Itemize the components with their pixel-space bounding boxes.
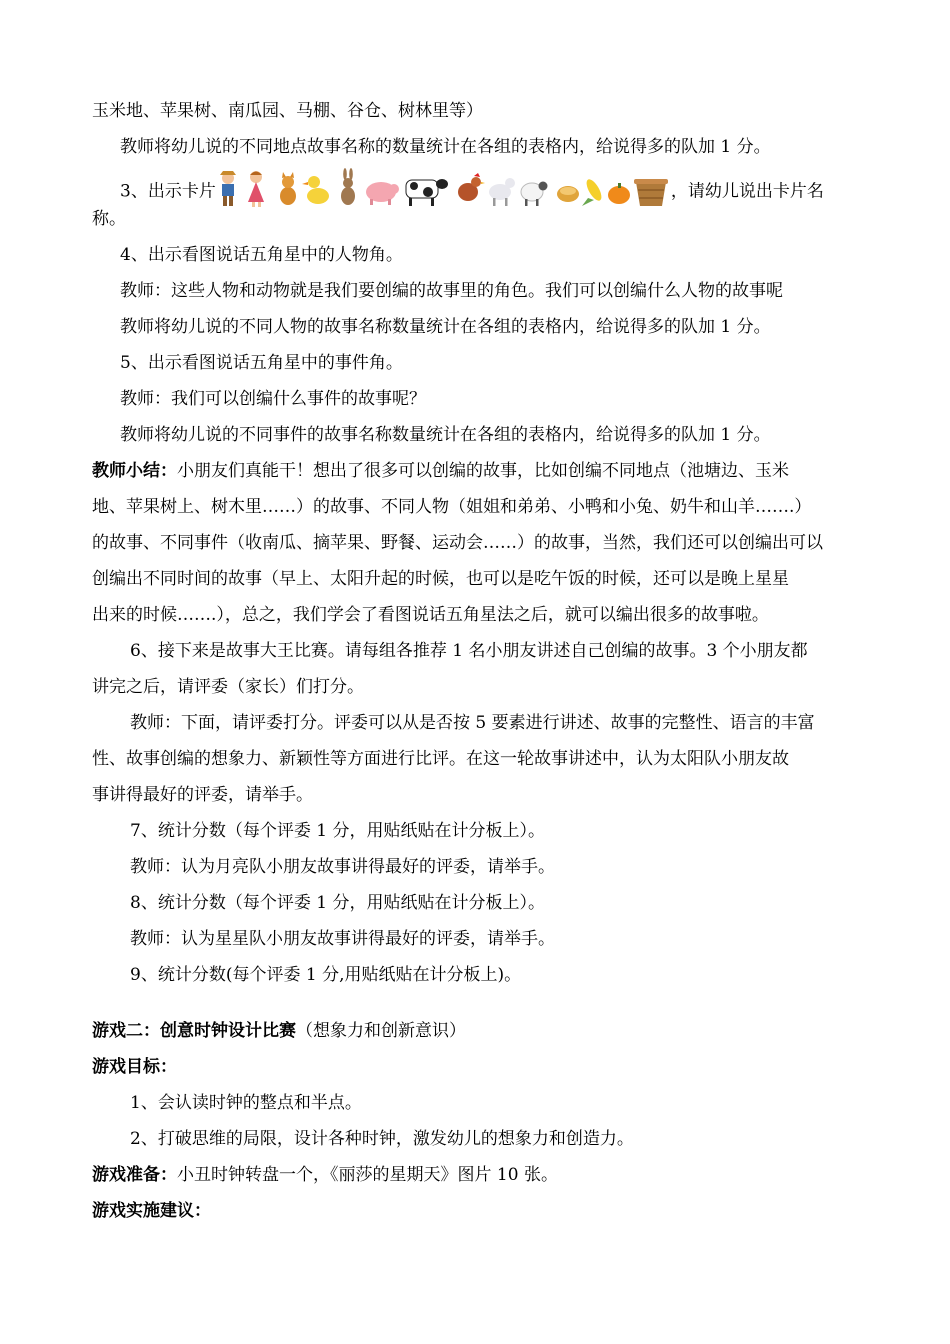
prep-label: 游戏准备： <box>92 1165 177 1185</box>
summary-line: 地、苹果树上、树木里……）的故事、不同人物（姐姐和弟弟、小鸭和小兔、奶牛和山羊…….） <box>92 497 812 517</box>
cat-icon <box>280 172 296 205</box>
paragraph-line: 教师：下面，请评委打分。评委可以从是否按 5 要素进行讲述、故事的完整性、语言的丰富 <box>130 713 815 733</box>
game2-title: 游戏二：创意时钟设计比赛 <box>92 1021 296 1041</box>
summary-line <box>92 460 872 482</box>
goal-label: 游戏目标： <box>92 1057 177 1077</box>
summary-line: 的故事、不同事件（收南瓜、摘苹果、野餐、运动会……）的故事，当然，我们还可以创编出可以 <box>92 533 823 553</box>
prep-text: 小丑时钟转盘一个，《丽莎的星期天》图片 10 张。 <box>177 1165 558 1185</box>
card-line <box>120 172 900 212</box>
paragraph-line: 教师：这些人物和动物就是我们要创编的故事里的角色。我们可以创编什么人物的故事呢 <box>120 281 783 301</box>
corn-icon <box>582 177 604 206</box>
paragraph-line: 7、统计分数（每个评委 1 分，用贴纸贴在计分板上）。 <box>130 821 545 841</box>
paragraph-line: 事讲得最好的评委，请举手。 <box>92 785 313 805</box>
paragraph-line: 教师将幼儿说的不同地点故事名称的数量统计在各组的表格内，给说得多的队加 1 分。 <box>120 137 771 157</box>
paragraph-line: 9、统计分数(每个评委 1 分,用贴纸贴在计分板上)。 <box>130 965 522 985</box>
basket-icon <box>634 179 668 206</box>
paragraph-line: 性、故事创编的想象力、新颖性等方面进行比评。在这一轮故事讲述中，认为太阳队小朋友故 <box>92 749 789 769</box>
summary-label: 教师小结： <box>92 461 177 481</box>
sheep-icon <box>521 182 548 207</box>
section-heading <box>92 1020 872 1042</box>
paragraph-line: 教师：认为星星队小朋友故事讲得最好的评委，请举手。 <box>130 929 555 949</box>
paragraph-line: 教师：认为月亮队小朋友故事讲得最好的评委，请举手。 <box>130 857 555 877</box>
goal-item: 2、打破思维的局限，设计各种时钟，激发幼儿的想象力和创造力。 <box>130 1129 634 1149</box>
paragraph-line: 讲完之后，请评委（家长）们打分。 <box>92 677 364 697</box>
goal-item: 1、会认读时钟的整点和半点。 <box>130 1093 362 1113</box>
paragraph-line: 玉米地、苹果树、南瓜园、马棚、谷仓、树林里等） <box>92 101 483 121</box>
paragraph-line: 教师将幼儿说的不同人物的故事名称数量统计在各组的表格内，给说得多的队加 1 分。 <box>120 317 771 337</box>
rabbit-icon <box>341 168 355 205</box>
pig-icon <box>366 182 399 205</box>
paragraph-line: 教师将幼儿说的不同事件的故事名称数量统计在各组的表格内，给说得多的队加 1 分。 <box>120 425 771 445</box>
summary-line: 创编出不同时间的故事（早上、太阳升起的时候，也可以是吃午饭的时候，还可以是晚上星星 <box>92 569 789 589</box>
paragraph-line: 称。 <box>92 209 126 229</box>
impl-label: 游戏实施建议： <box>92 1201 211 1221</box>
prep-line <box>92 1164 872 1186</box>
summary-line: 出来的时候…….），总之，我们学会了看图说话五角星法之后，就可以编出很多的故事啦。 <box>92 605 769 625</box>
pumpkin-icon <box>608 183 630 204</box>
duck-icon <box>302 176 329 204</box>
card-line-prefix: 3、出示卡片 <box>120 181 216 202</box>
bread-icon <box>557 186 579 202</box>
game2-subtitle: （想象力和创新意识） <box>296 1021 466 1041</box>
girl-icon <box>248 171 264 207</box>
paragraph-line: 4、出示看图说话五角星中的人物角。 <box>120 245 403 265</box>
cow-icon <box>406 179 448 206</box>
card-pictures <box>216 168 671 208</box>
paragraph-line: 教师：我们可以创编什么事件的故事呢？ <box>120 389 426 409</box>
paragraph-line: 5、出示看图说话五角星中的事件角。 <box>120 353 403 373</box>
summary-text: 小朋友们真能干！想出了很多可以创编的故事，比如创编不同地点（池塘边、玉米 <box>177 461 789 481</box>
paragraph-line: 8、统计分数（每个评委 1 分，用贴纸贴在计分板上）。 <box>130 893 545 913</box>
paragraph-line: 6、接下来是故事大王比赛。请每组各推荐 1 名小朋友讲述自己创编的故事。3 个小朋友都 <box>130 641 808 661</box>
hen-icon <box>458 173 485 201</box>
farmer-icon <box>220 171 236 206</box>
goat-icon <box>489 178 515 206</box>
card-line-suffix: ，请幼儿说出卡片名 <box>670 181 824 202</box>
